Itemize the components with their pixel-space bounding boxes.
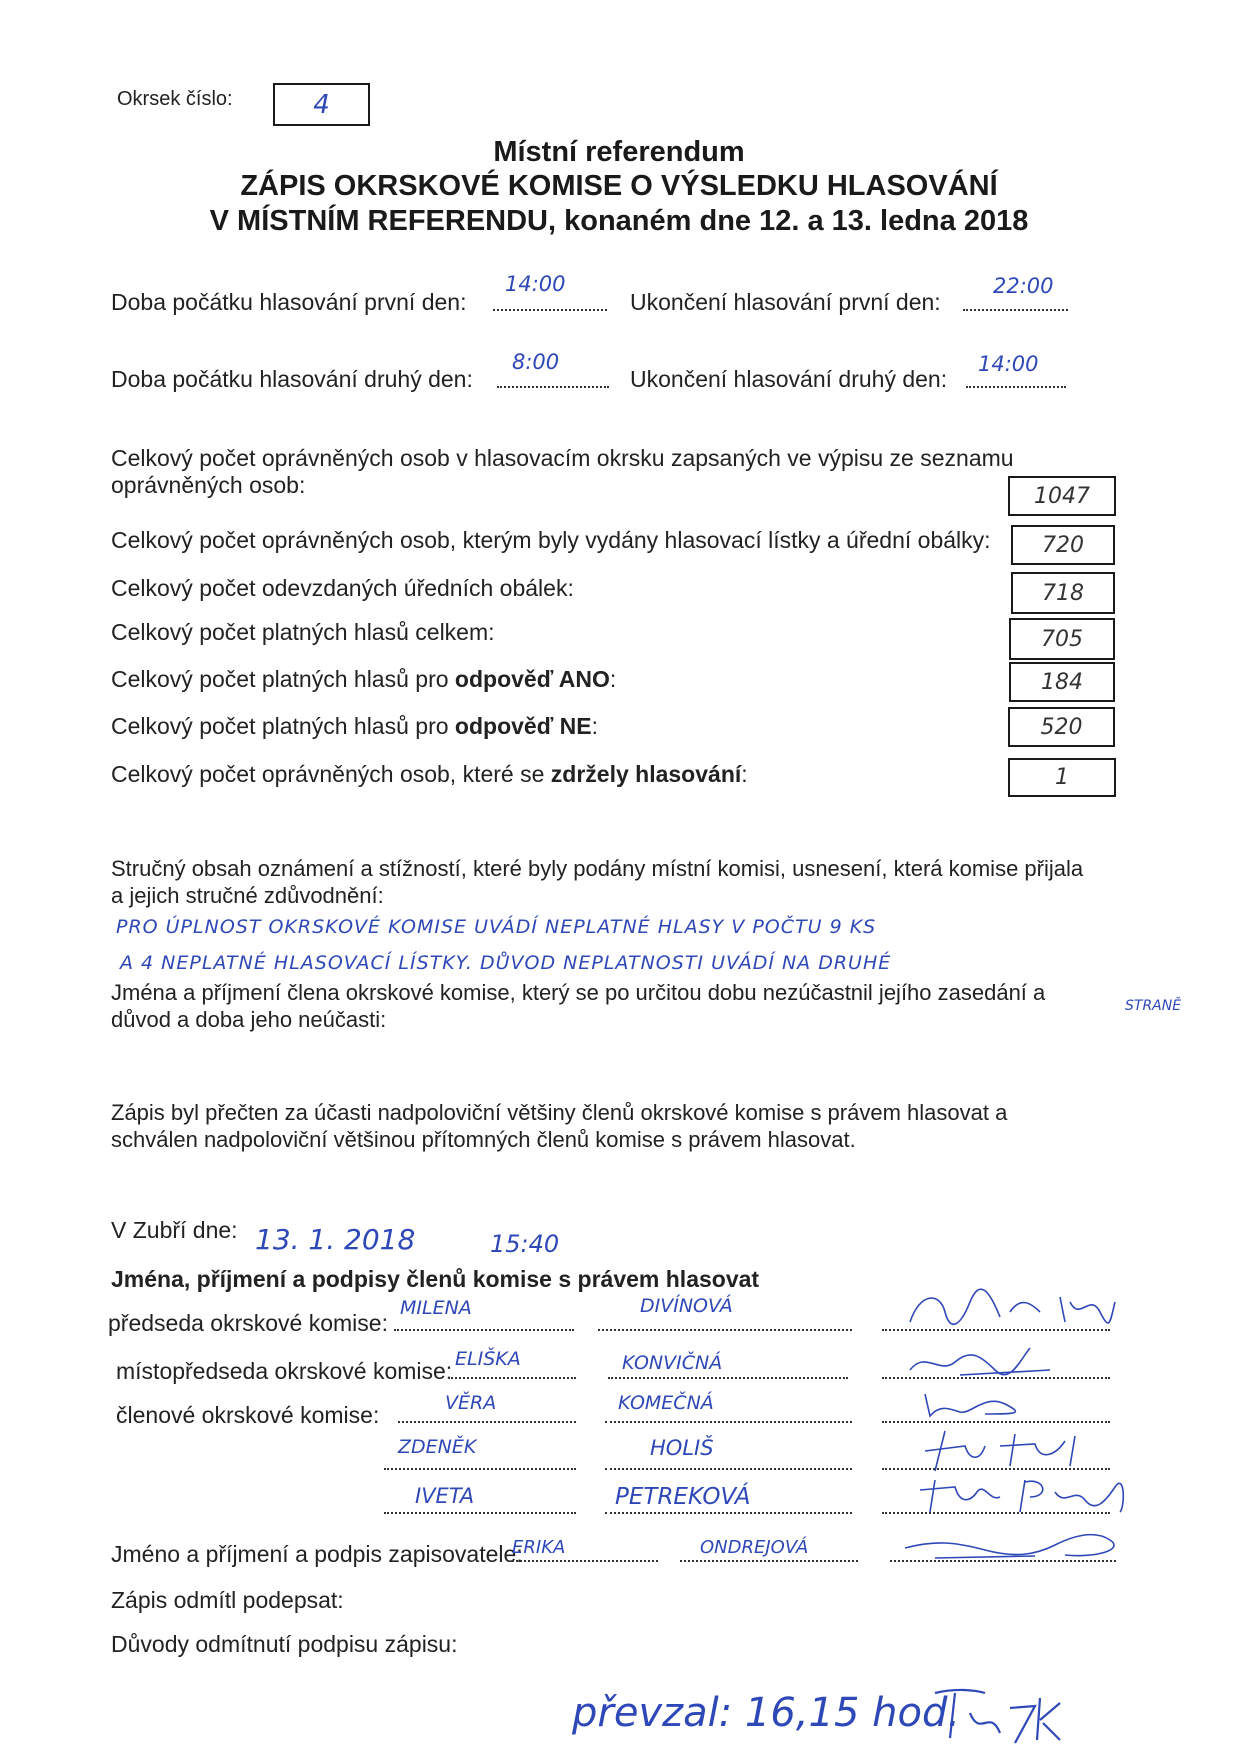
document-title-line1: Místní referendum [493, 136, 745, 168]
day2-start-value: 8:00 [512, 350, 560, 374]
refusal-reasons-label: Důvody odmítnutí podpisu zápisu: [111, 1631, 458, 1657]
valid-value: 705 [1041, 626, 1083, 652]
vice-first-name: ELIŠKA [455, 1348, 521, 1370]
recorder-signature [895, 1520, 1125, 1566]
complaints-handwritten-line1: PRO ÚPLNOST OKRSKOVÉ KOMISE UVÁDÍ NEPLATNÉ HLASY V POČTU 9 KS [116, 916, 877, 938]
eligible-box [1008, 476, 1116, 516]
member3-first-line [384, 1512, 576, 1514]
yes-box [1009, 662, 1115, 702]
approval-line1: Zápis byl přečten za účasti nadpoloviční většiny členů okrskové komise s právem hlasovat a [111, 1100, 1008, 1125]
no-label [111, 713, 598, 740]
day2-end-line [966, 386, 1066, 388]
received-note: převzal: 16,15 hod. [572, 1690, 961, 1736]
approval-line2: schválen nadpoloviční většinou přítomných členů komise s právem hlasovat. [111, 1127, 856, 1152]
member3-first-name: IVETA [415, 1484, 475, 1508]
valid-label: Celkový počet platných hlasů celkem: [111, 619, 495, 645]
day1-start-label: Doba počátku hlasování první den: [111, 289, 467, 315]
member3-signature [915, 1472, 1135, 1518]
chair-label: předseda okrskové komise: [108, 1310, 388, 1336]
recorder-last-line [680, 1560, 858, 1562]
refused-label: Zápis odmítl podepsat: [111, 1587, 344, 1613]
day2-end-label: Ukončení hlasování druhý den: [630, 366, 948, 392]
member1-first-line [398, 1421, 576, 1423]
no-box [1008, 707, 1115, 747]
abstain-label [111, 761, 748, 788]
recorder-first-name: ERIKA [512, 1537, 566, 1558]
complaints-label-line2: a jejich stručné zdůvodnění: [111, 883, 384, 908]
day1-start-line [493, 309, 607, 311]
abstain-box [1008, 758, 1116, 797]
yes-label-prefix: Celkový počet platných hlasů pro [111, 666, 455, 692]
issued-value: 720 [1042, 532, 1084, 558]
vice-first-line [448, 1377, 576, 1379]
envelopes-value: 718 [1042, 580, 1084, 606]
district-label: Okrsek číslo: [117, 88, 233, 110]
abstain-label-bold: zdržely hlasování [550, 761, 742, 787]
member1-first-name: VĚRA [445, 1392, 497, 1414]
document-title-line3: V MÍSTNÍM REFERENDU, konaném dne 12. a 13. ledna 2018 [209, 205, 1029, 237]
member2-first-line [384, 1468, 576, 1470]
vice-signature [900, 1340, 1060, 1382]
member2-signature [915, 1426, 1115, 1476]
district-number-box [273, 83, 370, 126]
no-value: 520 [1040, 714, 1083, 740]
recorder-last-name: ONDREJOVÁ [700, 1537, 809, 1558]
day1-start-value: 14:00 [505, 272, 566, 296]
document-title-line2: ZÁPIS OKRSKOVÉ KOMISE O VÝSLEDKU HLASOVÁNÍ [240, 170, 998, 202]
eligible-label-line1: Celkový počet oprávněných osob v hlasovacím okrsku zapsaných ve výpisu ze seznamu [111, 445, 1014, 471]
chair-first-name: MILENA [400, 1297, 472, 1319]
day1-end-line [963, 309, 1068, 311]
eligible-value: 1047 [1034, 483, 1090, 509]
no-label-bold: odpověď NE [454, 713, 592, 739]
complaints-handwritten-line2: A 4 NEPLATNÉ HLASOVACÍ LÍSTKY. DŮVOD NEPLATNOSTI UVÁDÍ NA DRUHÉ [120, 952, 892, 974]
member2-last-line [605, 1468, 852, 1470]
vice-last-name: KONVIČNÁ [622, 1352, 723, 1374]
place-label: V Zubří dne: [111, 1217, 238, 1243]
member1-signature [915, 1384, 1035, 1424]
abstain-value: 1 [1055, 765, 1069, 790]
no-label-prefix: Celkový počet platných hlasů pro [111, 713, 455, 739]
envelopes-box [1011, 572, 1115, 614]
eligible-label-line2: oprávněných osob: [111, 472, 306, 498]
day1-end-label: Ukončení hlasování první den: [630, 289, 941, 315]
received-signature [925, 1678, 1065, 1748]
chair-first-line [394, 1329, 574, 1331]
members-label: členové okrskové komise: [116, 1402, 380, 1428]
envelopes-label: Celkový počet odevzdaných úředních obálek: [111, 575, 574, 601]
yes-label [111, 666, 616, 693]
complaints-handwritten-line3: STRANĚ [1125, 998, 1182, 1014]
members-heading: Jména, příjmení a podpisy členů komise s právem hlasovat [111, 1266, 760, 1292]
absence-label-line1: Jména a příjmení člena okrskové komise, který se po určitou dobu nezúčastnil jejího zasedání a [111, 980, 1046, 1005]
absence-label-line2: důvod a doba jeho neúčasti: [111, 1007, 387, 1032]
member1-last-name: KOMEČNÁ [618, 1392, 714, 1414]
district-number: 4 [313, 89, 330, 120]
chair-last-line [598, 1329, 852, 1331]
recorder-label: Jméno a příjmení a podpis zapisovatele: [111, 1541, 523, 1567]
member3-last-name: PETREKOVÁ [615, 1484, 751, 1510]
complaints-label-line1: Stručný obsah oznámení a stížností, které byly podány místní komisi, usnesení, která komise přijala [111, 856, 1084, 881]
yes-value: 184 [1041, 669, 1083, 695]
member3-last-line [605, 1512, 852, 1514]
day2-start-label: Doba počátku hlasování druhý den: [111, 366, 473, 392]
yes-label-suffix: : [609, 666, 617, 692]
member2-first-name: ZDENĚK [398, 1436, 477, 1458]
valid-box [1009, 618, 1115, 660]
abstain-label-prefix: Celkový počet oprávněných osob, které se [111, 761, 551, 787]
vice-chair-label: místopředseda okrskové komise: [116, 1358, 453, 1384]
yes-label-bold: odpověď ANO [454, 666, 610, 692]
chair-last-name: DIVÍNOVÁ [640, 1295, 733, 1317]
member1-last-line [605, 1421, 852, 1423]
no-label-suffix: : [591, 713, 598, 739]
day2-start-line [497, 386, 609, 388]
signing-date: 13. 1. 2018 [255, 1223, 416, 1256]
day2-end-value: 14:00 [978, 352, 1039, 376]
issued-label: Celkový počet oprávněných osob, kterým byly vydány hlasovací lístky a úřední obálky: [111, 527, 991, 553]
chair-signature [900, 1282, 1120, 1334]
signing-time: 15:40 [490, 1230, 560, 1258]
recorder-first-line [512, 1560, 658, 1562]
day1-end-value: 22:00 [993, 274, 1054, 298]
abstain-label-suffix: : [741, 761, 748, 787]
member2-last-name: HOLIŠ [650, 1436, 714, 1460]
issued-box [1011, 525, 1115, 565]
vice-last-line [608, 1377, 848, 1379]
